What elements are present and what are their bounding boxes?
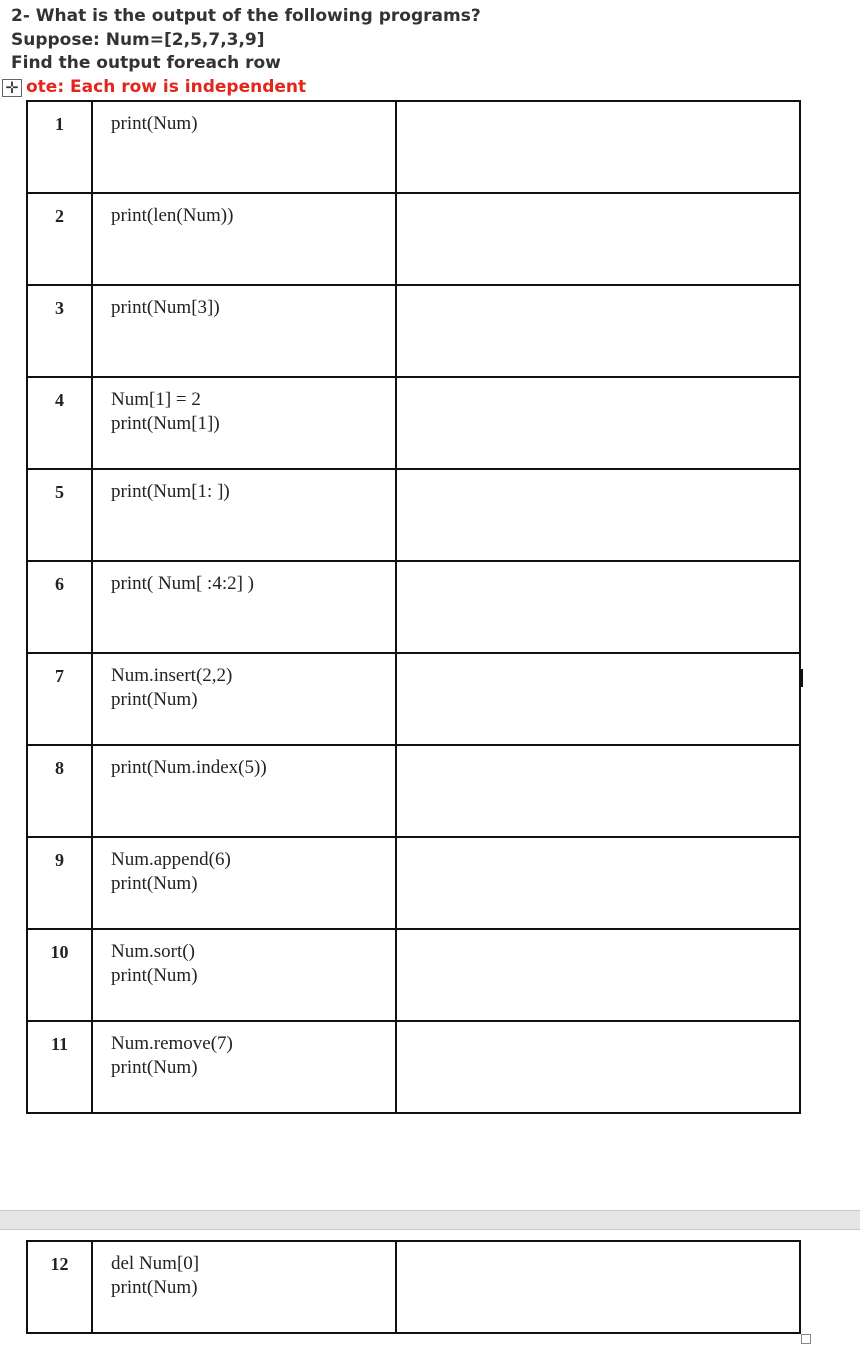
table-row <box>27 653 800 745</box>
question-header <box>11 5 481 99</box>
table-row <box>27 193 800 285</box>
row-code: print(Num) <box>92 101 396 193</box>
note-line: ote: Each row is independent <box>26 76 307 97</box>
row-code: Num[1] = 2 print(Num[1]) <box>92 377 396 469</box>
row-code: print(Num[1: ]) <box>92 469 396 561</box>
answer-cell[interactable] <box>396 285 800 377</box>
question-title: 2- What is the output of the following programs? <box>11 6 481 26</box>
answer-cell[interactable] <box>396 1241 800 1333</box>
row-number: 9 <box>27 837 92 929</box>
answer-cell[interactable] <box>396 1021 800 1113</box>
move-handle-icon[interactable]: ✛ <box>2 79 22 97</box>
questions-table <box>26 100 801 1114</box>
answer-cell[interactable] <box>396 561 800 653</box>
row-code: Num.sort() print(Num) <box>92 929 396 1021</box>
answer-cell[interactable] <box>396 837 800 929</box>
answer-cell[interactable] <box>396 469 800 561</box>
row-number: 6 <box>27 561 92 653</box>
table-row <box>27 469 800 561</box>
row-number: 1 <box>27 101 92 193</box>
table-edge-marker <box>799 669 803 687</box>
table-row <box>27 377 800 469</box>
row-number: 11 <box>27 1021 92 1113</box>
row-code: print(Num.index(5)) <box>92 745 396 837</box>
row-code: Num.insert(2,2) print(Num) <box>92 653 396 745</box>
answer-cell[interactable] <box>396 745 800 837</box>
page-break <box>0 1210 860 1230</box>
answer-cell[interactable] <box>396 101 800 193</box>
row-number: 12 <box>27 1241 92 1333</box>
table-row <box>27 929 800 1021</box>
row-code: print(len(Num)) <box>92 193 396 285</box>
table-row <box>27 745 800 837</box>
row-code: print( Num[ :4:2] ) <box>92 561 396 653</box>
row-number: 8 <box>27 745 92 837</box>
row-number: 4 <box>27 377 92 469</box>
row-number: 5 <box>27 469 92 561</box>
table-row <box>27 1021 800 1113</box>
row-code: print(Num[3]) <box>92 285 396 377</box>
row-number: 7 <box>27 653 92 745</box>
table-row <box>27 101 800 193</box>
answer-cell[interactable] <box>396 929 800 1021</box>
instruction-line: Find the output foreach row <box>11 53 281 73</box>
row-code: Num.append(6) print(Num) <box>92 837 396 929</box>
row-number: 3 <box>27 285 92 377</box>
suppose-line: Suppose: Num=[2,5,7,3,9] <box>11 29 265 50</box>
answer-cell[interactable] <box>396 653 800 745</box>
resize-handle-icon[interactable] <box>801 1334 811 1344</box>
row-number: 2 <box>27 193 92 285</box>
table-row <box>27 561 800 653</box>
table-row <box>27 1241 800 1333</box>
answer-cell[interactable] <box>396 193 800 285</box>
row-code: Num.remove(7) print(Num) <box>92 1021 396 1113</box>
questions-table-continued <box>26 1240 801 1334</box>
row-number: 10 <box>27 929 92 1021</box>
table-row <box>27 285 800 377</box>
row-code: del Num[0] print(Num) <box>92 1241 396 1333</box>
table-row <box>27 837 800 929</box>
answer-cell[interactable] <box>396 377 800 469</box>
